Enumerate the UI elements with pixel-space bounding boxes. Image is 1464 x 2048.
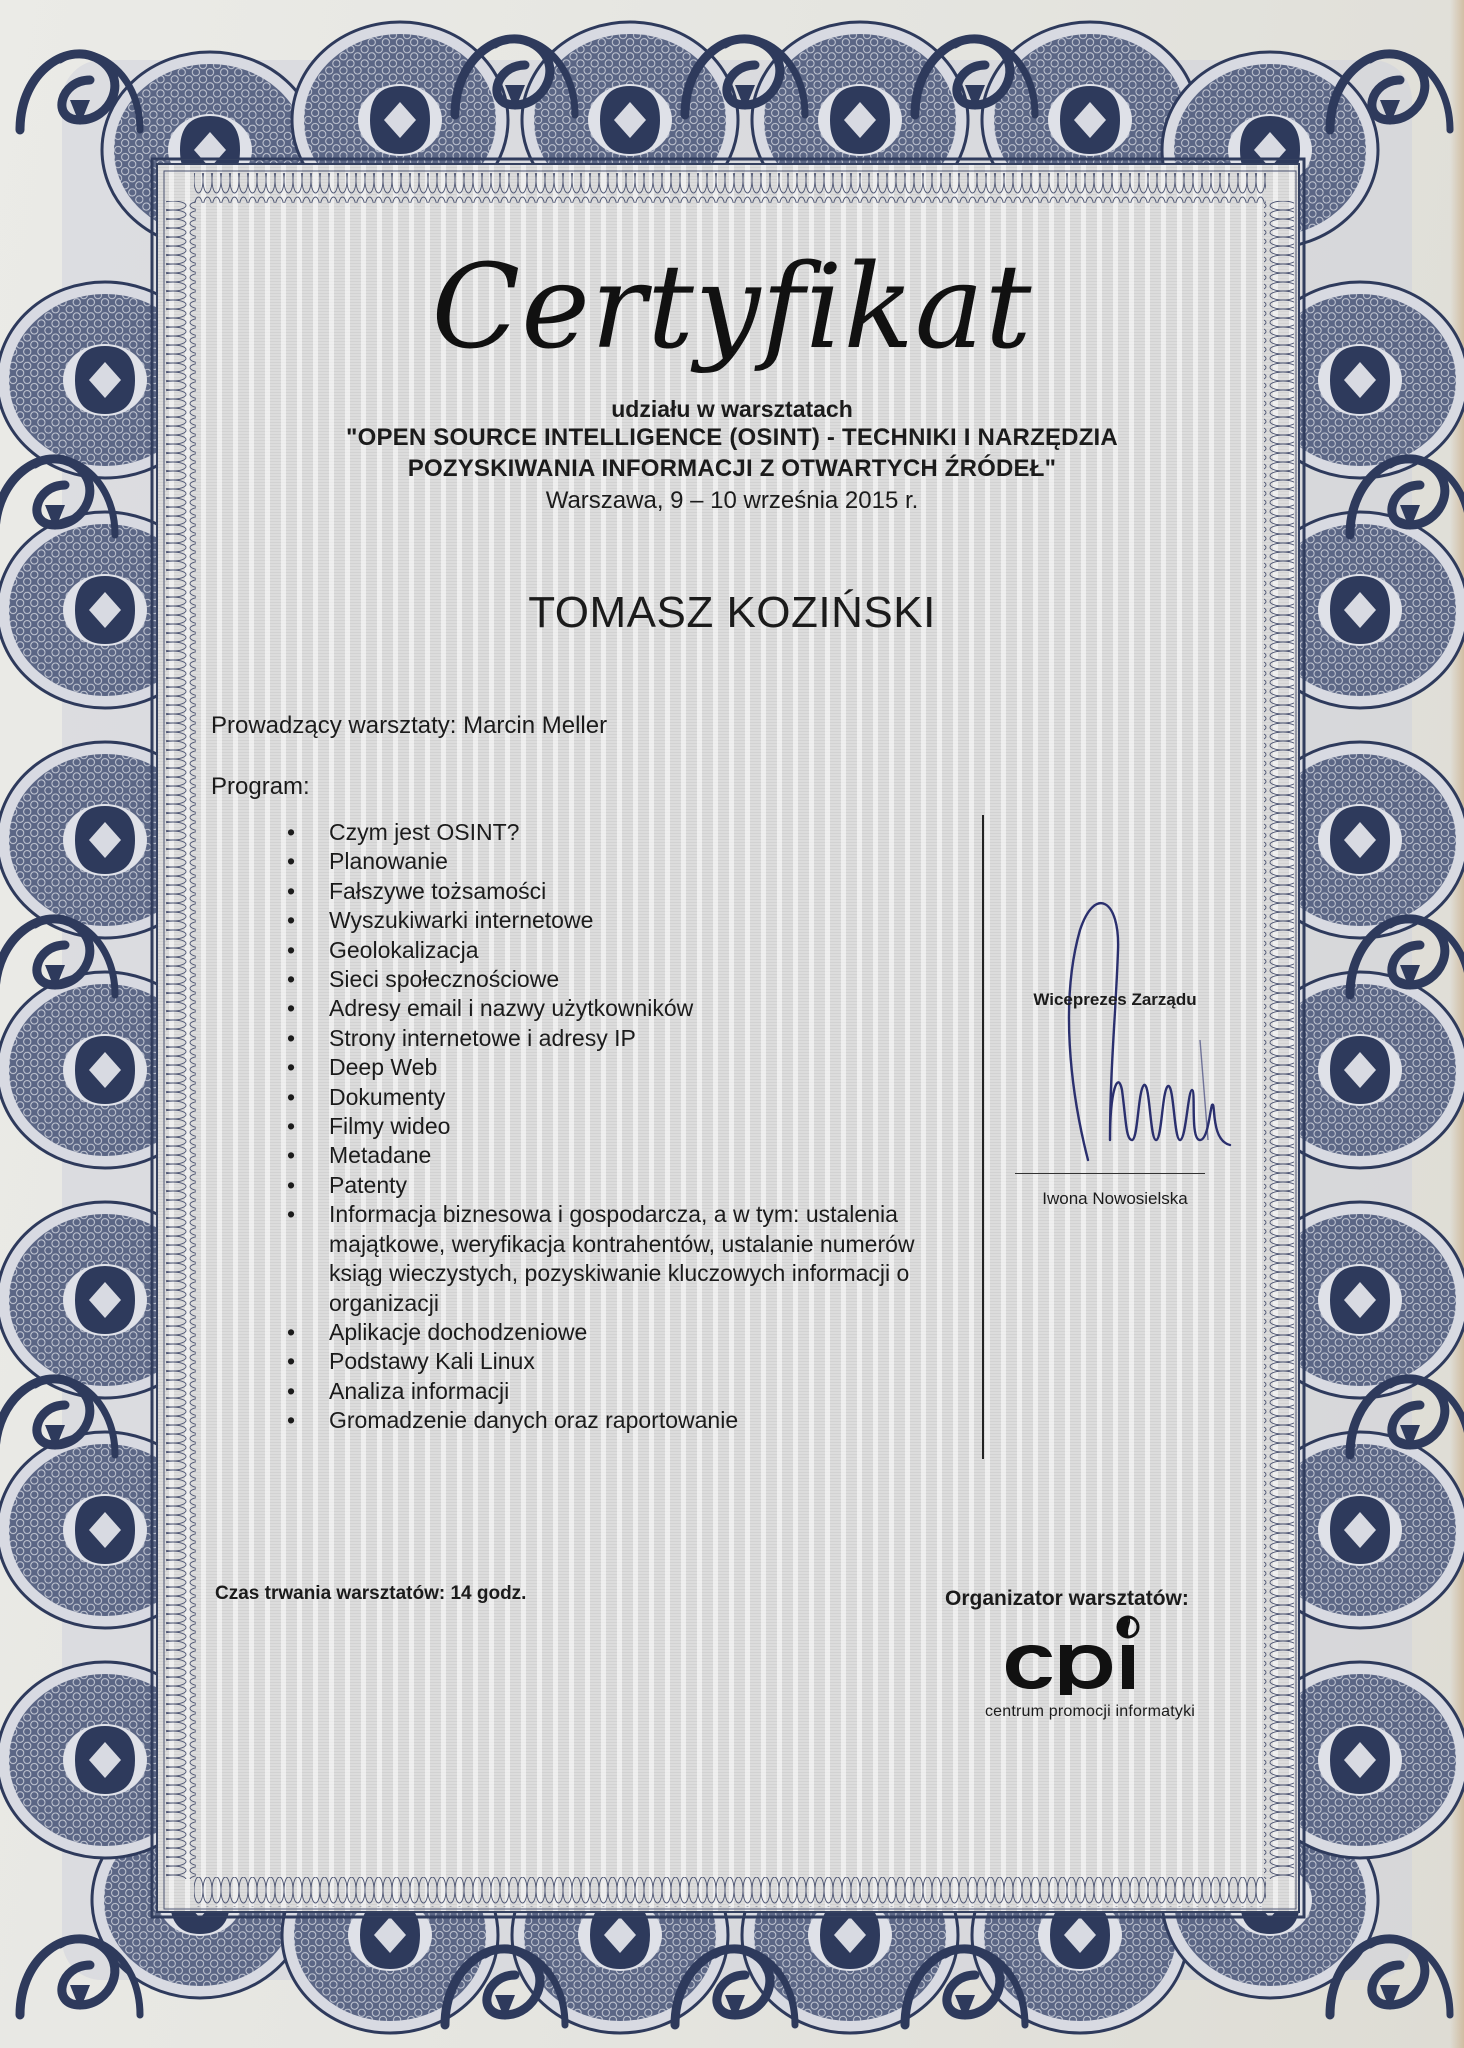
cpi-logo-subtitle: centrum promocji informatyki — [984, 1703, 1196, 1720]
certificate-title: Certyfikat — [431, 240, 1033, 375]
signatory-role: Wiceprezes Zarządu — [1033, 990, 1197, 1009]
program-item: • Filmy wideo — [285, 1112, 965, 1141]
workshop-title-line-1: "OPEN SOURCE INTELLIGENCE (OSINT) - TECHNIKI I NARZĘDZIA — [346, 424, 1118, 451]
program-item: • Adresy email i nazwy użytkowników — [285, 994, 965, 1023]
program-item: • Czym jest OSINT? — [285, 818, 965, 847]
program-item: • Analiza informacji — [285, 1377, 965, 1406]
handwritten-signature — [1040, 890, 1240, 1170]
program-item: • Sieci społecznościowe — [285, 965, 965, 994]
program-label: Program: — [211, 773, 310, 800]
workshop-title-line-2: POZYSKIWANIA INFORMACJI Z OTWARTYCH ŹRÓDEŁ" — [407, 455, 1057, 482]
program-item: • Aplikacje dochodzeniowe — [285, 1318, 965, 1347]
bullet-icon: • — [286, 907, 296, 934]
bullet-icon: • — [286, 1024, 296, 1051]
organizer-label: Organizator warsztatów: — [945, 1587, 1189, 1610]
program-item: • Wyszukiwarki internetowe — [285, 906, 965, 935]
program-item: • Geolokalizacja — [285, 936, 965, 965]
bullet-icon: • — [286, 1407, 296, 1434]
program-item: • Patenty — [285, 1171, 965, 1200]
vertical-divider — [982, 815, 984, 1459]
bullet-icon: • — [286, 1201, 296, 1228]
signatory-name: Iwona Nowosielska — [1042, 1189, 1188, 1208]
program-item: • Metadane — [285, 1141, 965, 1170]
workshop-duration: Czas trwania warsztatów: 14 godz. — [215, 1583, 527, 1604]
cpi-logo-icon — [1000, 1615, 1180, 1695]
bullet-icon: • — [286, 1113, 296, 1140]
bullet-icon: • — [286, 819, 296, 845]
bullet-icon: • — [286, 1083, 296, 1110]
bullet-icon: • — [286, 936, 296, 963]
bullet-icon: • — [286, 966, 296, 993]
bullet-icon: • — [286, 1142, 296, 1169]
bullet-icon: • — [286, 1171, 296, 1198]
program-list — [285, 818, 965, 1436]
participant-name: TOMASZ KOZIŃSKI — [528, 588, 936, 637]
program-item: • Informacja biznesowa i gospodarcza, a w tym: ustalenia majątkowe, weryfikacja kontrahentów, ustalanie numerów ksiąg wieczystych, pozyskiwanie kluczowych informacji o organizacji — [286, 1201, 915, 1316]
signature-line — [1015, 1173, 1205, 1174]
bullet-icon: • — [286, 1318, 296, 1345]
program-item: • Deep Web — [285, 1053, 965, 1082]
bullet-icon: • — [286, 995, 296, 1022]
bullet-icon: • — [286, 1054, 296, 1081]
bullet-icon: • — [286, 877, 296, 904]
program-item: • Podstawy Kali Linux — [285, 1347, 965, 1376]
instructor-line: Prowadzący warsztaty: Marcin Meller — [211, 712, 608, 739]
date-place: Warszawa, 9 – 10 września 2015 r. — [545, 487, 919, 514]
program-item: • Planowanie — [285, 847, 965, 876]
program-item: • Fałszywe tożsamości — [285, 877, 965, 906]
bullet-icon: • — [286, 1348, 296, 1375]
bullet-icon: • — [286, 848, 296, 875]
program-item: • Gromadzenie danych oraz raportowanie — [285, 1406, 965, 1435]
bullet-icon: • — [286, 1377, 296, 1404]
program-item: • Dokumenty — [285, 1083, 965, 1112]
program-item: • Strony internetowe i adresy IP — [285, 1024, 965, 1053]
certificate-subtitle: udziału w warsztatach — [611, 396, 853, 422]
